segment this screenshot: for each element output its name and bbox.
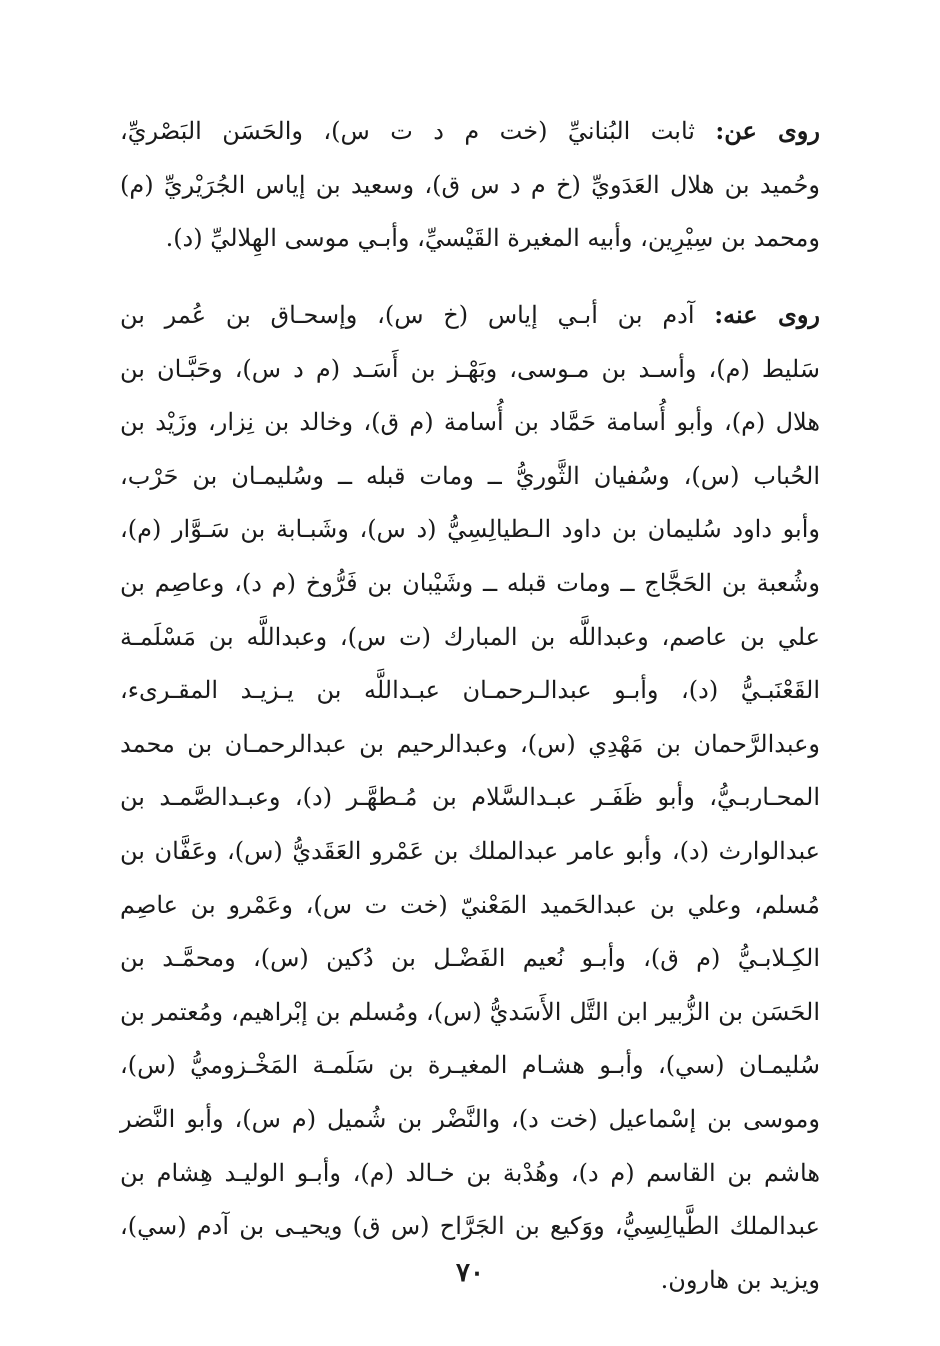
line-text: ثابت البُنانيِّ (خت م د ت س)، والحَسَن البَصْريِّ، xyxy=(120,117,695,145)
paragraph-line xyxy=(120,104,820,159)
paragraph-line: الحُباب (س)، وسُفيان الثَّوريُّ ــ ومات قبله ــ وسُليمـان بن حَرْب، xyxy=(120,461,820,490)
paragraph-line: عبدالوارث (د)، وأبو عامر عبدالملك بن عَمْرو العَقَديُّ (س)، وعَفَّان بن xyxy=(120,836,820,865)
paragraph-line: سَليط (م)، وأسـد بن مـوسى، وبَهْـز بن أَسَـد (م د س)، وحَبَّـان بن xyxy=(120,354,820,383)
paragraph-line: عبدالملك الطَّيالِسِيُّ، ووَكيع بن الجَرَّاح (س ق) ويحيـى بن آدم (سي)، xyxy=(120,1212,820,1241)
narrated-from-paragraph xyxy=(120,104,820,266)
paragraph-line xyxy=(120,288,820,343)
section-label: روى عنه: xyxy=(714,300,820,329)
paragraph-line: علي بن عاصم، وعبداللَّه بن المبارك (ت س)، وعبداللَّه بن مَسْلَمـة xyxy=(120,622,820,651)
paragraph-line: الحَسَن بن الزُّبير ابن التَّل الأَسَديُّ (س)، ومُسلم بن إبْراهيم، ومُعتمر بن xyxy=(120,997,820,1026)
paragraph-line: وحُميد بن هلال العَدَويِّ (خ م د س ق)، وسعيد بن إياس الجُرَيْريِّ (م) xyxy=(120,170,820,199)
paragraph-line: ويزيد بن هارون. xyxy=(660,1265,820,1294)
paragraph-line: وعبدالرَّحمان بن مَهْدِي (س)، وعبدالرحيم بن عبدالرحمـان بن محمد xyxy=(120,729,820,758)
paragraph-line: وشُعبة بن الحَجَّاج ــ ومات قبله ــ وشَيْبان بن فَرُّوخ (م د)، وعاصِم بن xyxy=(120,568,820,597)
paragraph-line: هلال (م)، وأبو أُسامة حَمَّاد بن أُسامة (م ق)، وخالد بن نِزار، وزَيْد بن xyxy=(120,408,820,437)
narrated-by-paragraph xyxy=(120,288,820,1307)
paragraph-line: هاشم بن القاسم (م د)، وهُدْبة بن خـالد (م)، وأبـو الوليـد هِشام بن xyxy=(120,1158,820,1187)
section-label: روى عن: xyxy=(715,116,820,145)
paragraph-line: الكِـلابـيُّ (م ق)، وأبـو نُعيم الفَضْـل بن دُكين (س)، ومحمَّـد بن xyxy=(120,944,820,973)
line-text: آدم بن أبـي إياس (خ س)، وإسحـاق بن عُمر بن xyxy=(120,301,695,329)
paragraph-line: سُليمـان (سي)، وأبـو هشـام المغيـرة بن سَلَمـة المَخْـزوميُّ (س)، xyxy=(120,1051,820,1080)
paragraph-line: ومحمد بن سِيْرِين، وأبيه المغيرة القَيْسيِّ، وأبـي موسى الهِلاليِّ (د). xyxy=(165,224,820,253)
paragraph-line: وموسى بن إسْماعيل (خت د)، والنَّضْر بن شُميل (م س)، وأبو النَّضر xyxy=(120,1104,820,1133)
paragraph-line: المحـاربـيُّ، وأبو ظَفَـر عبـدالسَّلام بن مُـطهَّـر (د)، وعبـدالصَّمـد بن xyxy=(120,783,820,812)
paragraph-line: مُسلم، وعلي بن عبدالحَميد المَعْنيّ (خت ت س)، وعَمْرو بن عاصِم xyxy=(120,890,820,919)
paragraph-line: القَعْنَبـيُّ (د)، وأبـو عبدالـرحمـان عبـداللَّه بن يـزيـد المقـرىء، xyxy=(120,676,820,705)
paragraph-line: وأبو داود سُليمان بن داود الـطيالِسِيُّ (د س)، وشَبـابة بن سَـوَّار (م)، xyxy=(120,515,820,544)
page-number: ٧٠ xyxy=(456,1258,484,1288)
